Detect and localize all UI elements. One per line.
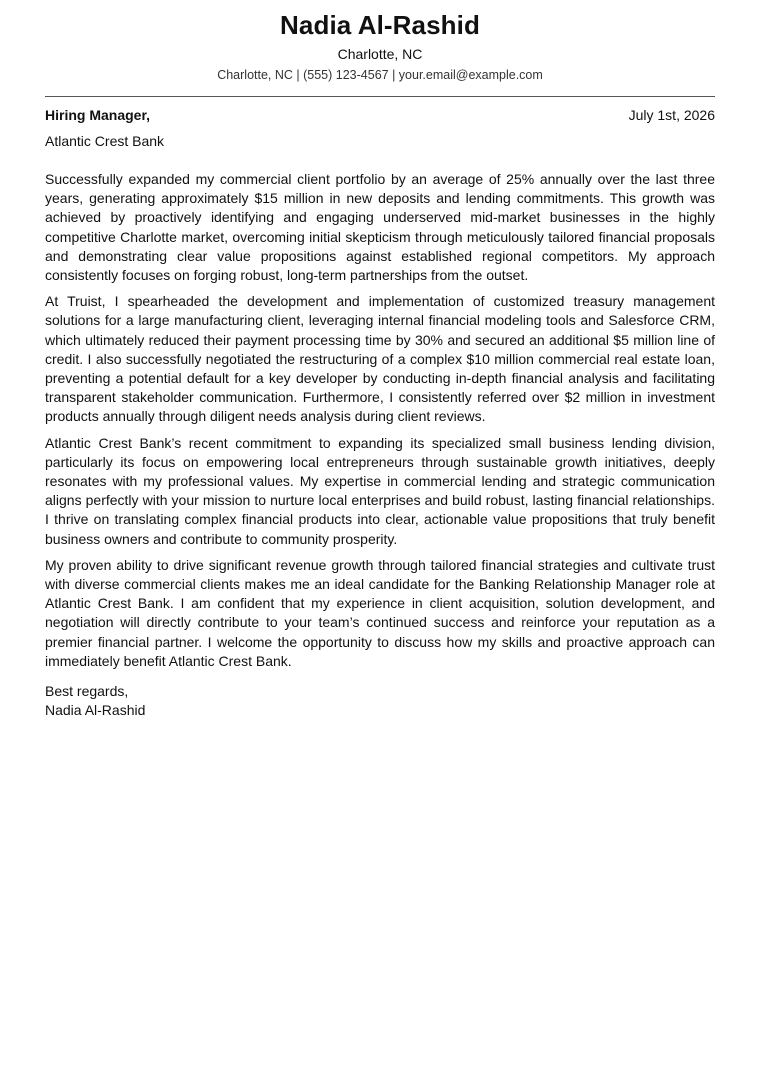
recipient: Hiring Manager, — [45, 107, 151, 123]
applicant-contact-line: Charlotte, NC | (555) 123-4567 | your.email@example.com — [217, 68, 543, 82]
letter-body — [45, 170, 715, 671]
signature-name: Nadia Al-Rashid — [45, 702, 146, 719]
body-paragraph-1: Successfully expanded my commercial client portfolio by an average of 25% annually over the last three years, generating approximately $15 million in new deposits and lending commitments. This growth was achieved by proactively identifying and engaging underserved mid-market businesses in the highly competitive Charlotte market, overcoming initial skepticism through meticulously tailored financial proposals and demonstrating clear value propositions against established regional competitors. My approach consistently focuses on forging robust, long-term partnerships from the outset. — [45, 171, 715, 284]
header-divider — [45, 96, 715, 97]
applicant-location: Charlotte, NC — [337, 46, 423, 62]
applicant-name: Nadia Al-Rashid — [280, 10, 480, 40]
closing-salutation: Best regards, — [45, 683, 129, 700]
letter-date: July 1st, 2026 — [628, 107, 715, 123]
letter-closing — [45, 682, 715, 720]
recipient-company: Atlantic Crest Bank — [45, 133, 165, 149]
letter-header — [45, 0, 715, 83]
body-paragraph-4: My proven ability to drive significant revenue growth through tailored financial strategies and cultivate trust with diverse commercial clients makes me an ideal candidate for the Banking Relationship Manager role at Atlantic Crest Bank. I am confident that my experience in client acquisition, solution development, and negotiation will directly contribute to your team’s continued success and reinforce your reputation as a premier financial partner. I welcome the opportunity to discuss how my skills and proactive approach can immediately benefit Atlantic Crest Bank. — [45, 556, 715, 669]
recipient-date-row — [45, 106, 715, 124]
body-paragraph-2: At Truist, I spearheaded the development and implementation of customized treasury management solutions for a large manufacturing client, leveraging internal financial modeling tools and Salesforce CRM, which ultimately reduced their payment processing time by 30% and secured an additional $5 million line of credit. I also successfully negotiated the restructuring of a complex $10 million commercial real estate loan, preventing a potential default for a key developer by conducting in-depth financial analysis and facilitating transparent stakeholder communication. Furthermore, I consistently referred over $2 million in investment products annually through diligent needs analysis during client reviews. — [45, 293, 715, 425]
body-paragraph-3: Atlantic Crest Bank’s recent commitment to expanding its specialized small business lending division, particularly its focus on empowering local entrepreneurs through sustainable growth initiatives, deeply resonates with my professional values. My expertise in commercial lending and strategic communication aligns perfectly with your mission to nurture local enterprises and build robust, lasting financial relationships. I thrive on translating complex financial products into clear, actionable value propositions that truly benefit business owners and contribute to community prosperity. — [45, 434, 715, 547]
